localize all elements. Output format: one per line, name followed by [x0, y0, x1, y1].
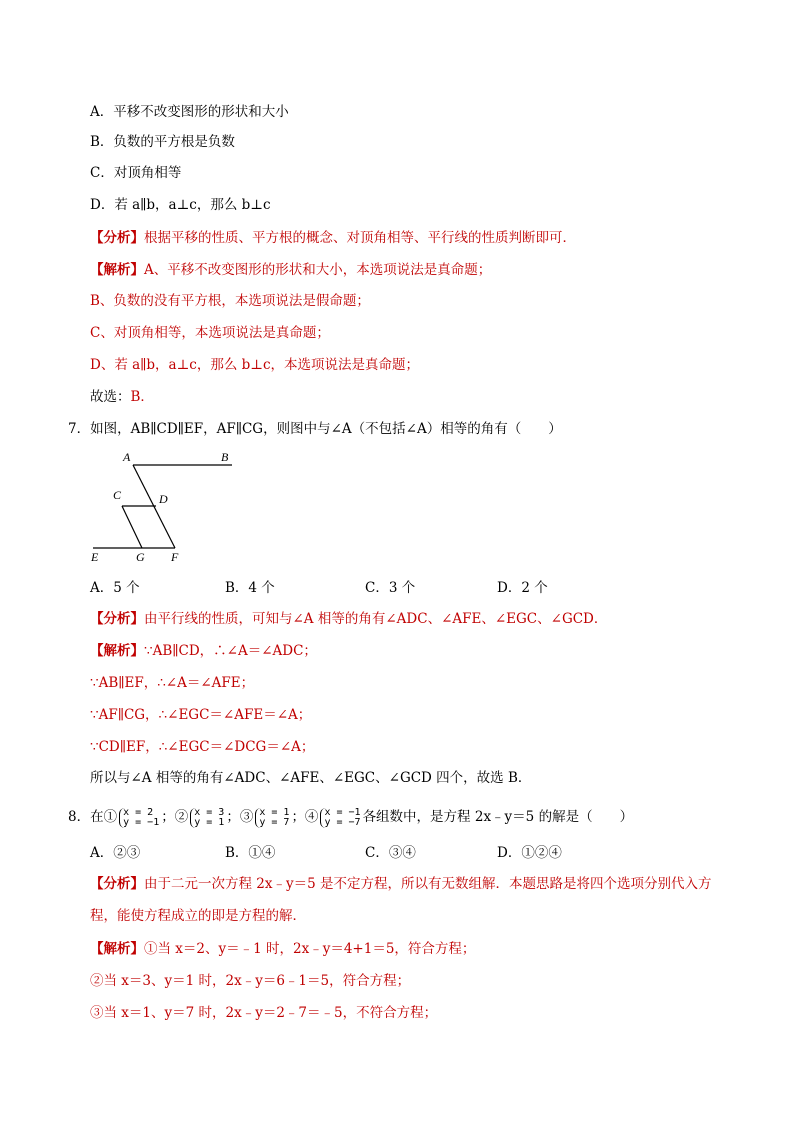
q6-option-c: C．对顶角相等 — [90, 165, 182, 181]
equation-system-4 — [320, 808, 360, 828]
q7-figure — [85, 447, 235, 572]
analysis-tag: 【分析】 — [90, 876, 144, 892]
label-d: D — [159, 492, 168, 506]
system-3-x: x = 1 — [259, 806, 290, 818]
q8-stem — [68, 805, 633, 829]
stem-suffix: 各组数中，是方程 2x﹣y＝5 的解是（ ） — [362, 809, 634, 825]
q8-solution-line-2: ②当 x＝3、y＝1 时，2x﹣y＝6﹣1＝5，符合方程； — [90, 973, 411, 989]
solution-text: ∵AB∥CD，∴∠A＝∠ADC； — [144, 643, 317, 659]
solution-text: ①当 x＝2、y＝﹣1 时，2x﹣y＝4+1＝5，符合方程； — [144, 941, 476, 957]
q7-option-a: A．5 个 — [90, 580, 140, 596]
q8-analysis-line-2: 程，能使方程成立的即是方程的解． — [90, 908, 306, 924]
q8-option-a: A．②③ — [90, 845, 141, 861]
q6-solution-line-3: C、对顶角相等，本选项说法是真命题； — [90, 325, 330, 341]
line-cg — [122, 506, 142, 548]
q7-solution-line-4: ∵CD∥EF，∴∠EGC＝∠DCG＝∠A； — [90, 739, 315, 755]
stem-sep-3: ；④ — [291, 809, 319, 825]
q7-solution-line-3: ∵AF∥CG，∴∠EGC＝∠AFE＝∠A； — [90, 707, 312, 723]
q6-analysis — [90, 229, 576, 247]
q8-option-b: B．①④ — [225, 845, 276, 861]
q6-solution-line-4: D、若 a∥b，a⊥c，那么 b⊥c，本选项说法是真命题； — [90, 357, 420, 373]
q6-solution-line-1 — [90, 261, 491, 279]
solution-tag: 【解析】 — [90, 262, 144, 278]
label-g: G — [136, 550, 145, 564]
q7-solution-line-2: ∵AB∥EF，∴∠A＝∠AFE； — [90, 675, 255, 691]
q8-solution-line-1 — [90, 940, 475, 958]
q7-option-d: D．2 个 — [497, 580, 548, 596]
equation-system-2 — [190, 808, 224, 828]
label-b: B — [221, 450, 229, 464]
system-2-y: y = 1 — [194, 816, 225, 828]
system-1-x: x = 2 — [123, 806, 154, 818]
equation-system-1 — [119, 808, 159, 828]
analysis-tag: 【分析】 — [90, 230, 144, 246]
q6-option-a: A．平移不改变图形的形状和大小 — [90, 104, 289, 120]
q8-analysis-line-1 — [90, 875, 712, 893]
analysis-tag: 【分析】 — [90, 611, 144, 627]
system-3-y: y = 7 — [259, 816, 290, 828]
q7-option-c: C．3 个 — [365, 580, 416, 596]
q7-solution-line-1 — [90, 642, 317, 660]
analysis-text: 由平行线的性质，可知与∠A 相等的角有∠ADC、∠AFE、∠EGC、∠GCD． — [144, 611, 608, 627]
system-2-x: x = 3 — [194, 806, 225, 818]
q7-option-b: B．4 个 — [225, 580, 275, 596]
q8-option-c: C．③④ — [365, 845, 416, 861]
stem-sep-1: ；② — [161, 809, 189, 825]
system-4-x: x = −1 — [324, 806, 361, 818]
stem-prefix: 8．在① — [68, 809, 118, 825]
conclusion-answer: B． — [130, 389, 154, 405]
label-e: E — [91, 550, 99, 564]
system-4-y: y = −7 — [324, 816, 361, 828]
equation-system-3 — [255, 808, 289, 828]
label-f: F — [171, 550, 179, 564]
stem-sep-2: ；③ — [226, 809, 254, 825]
q6-option-d: D．若 a∥b，a⊥c，那么 b⊥c — [90, 197, 271, 213]
label-c: C — [113, 488, 122, 502]
analysis-text: 根据平移的性质、平方根的概念、对顶角相等、平行线的性质判断即可． — [144, 230, 576, 246]
q7-stem: 7．如图，AB∥CD∥EF，AF∥CG，则图中与∠A（不包括∠A）相等的角有（ ） — [68, 421, 562, 437]
q6-solution-line-2: B、负数的没有平方根，本选项说法是假命题； — [90, 293, 370, 309]
q6-option-b: B．负数的平方根是负数 — [90, 134, 235, 150]
system-1-y: y = −1 — [123, 816, 160, 828]
q7-analysis — [90, 610, 607, 628]
solution-tag: 【解析】 — [90, 941, 144, 957]
analysis-text: 由于二元一次方程 2x﹣y＝5 是不定方程，所以有无数组解．本题思路是将四个选项分别代入方 — [144, 876, 712, 892]
q6-conclusion — [90, 388, 154, 406]
q8-option-d: D．①②④ — [497, 845, 562, 861]
solution-text: A、平移不改变图形的形状和大小，本选项说法是真命题； — [144, 262, 492, 278]
solution-tag: 【解析】 — [90, 643, 144, 659]
label-a: A — [123, 450, 131, 464]
q8-solution-line-3: ③当 x＝1、y＝7 时，2x﹣y＝2﹣7＝﹣5，不符合方程； — [90, 1005, 438, 1021]
conclusion-prefix: 故选： — [90, 389, 131, 405]
q7-conclusion: 所以与∠A 相等的角有∠ADC、∠AFE、∠EGC、∠GCD 四个，故选 B． — [90, 770, 532, 786]
